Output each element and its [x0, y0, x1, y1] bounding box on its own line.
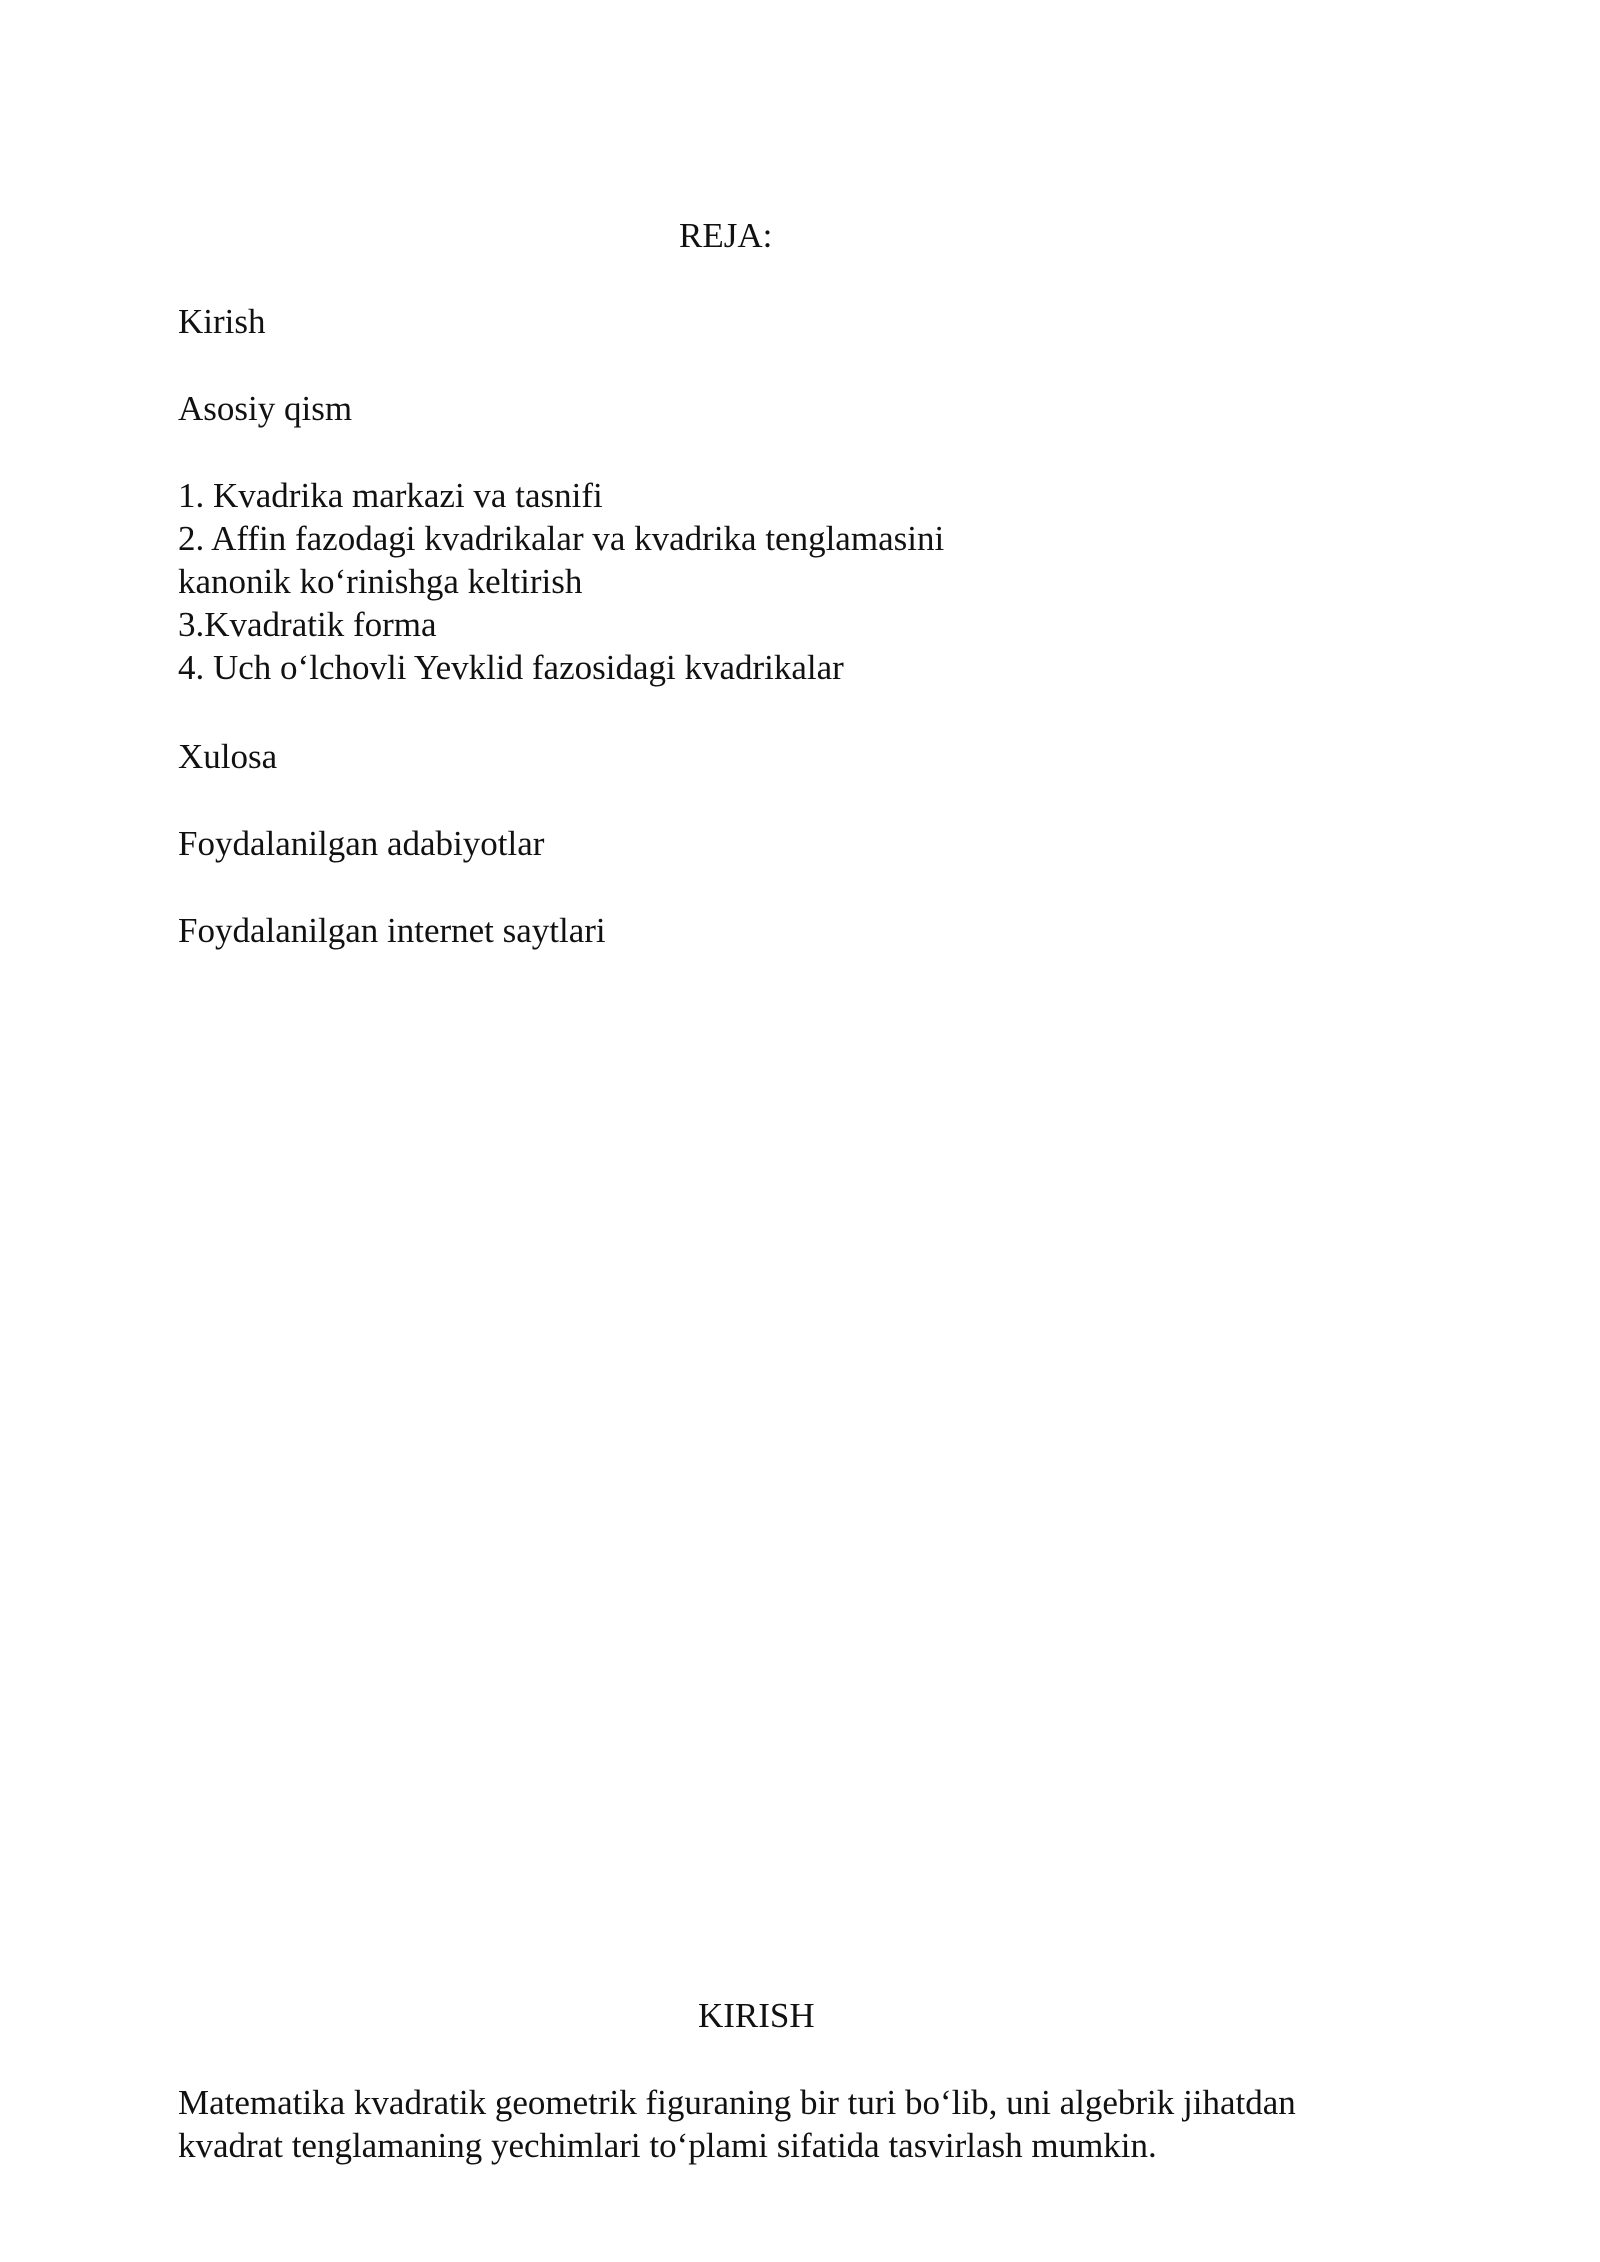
plan-title: REJA: — [679, 216, 773, 255]
plan-list-item: kanonik ko‘rinishga keltirish — [178, 562, 583, 601]
plan-item-intro: Kirish — [178, 302, 266, 341]
plan-item-main-part: Asosiy qism — [178, 389, 353, 428]
paragraph-line: kvadrat tenglamaning yechimlari to‘plami sifatida tasvirlash mumkin. — [178, 2126, 1157, 2165]
plan-list — [178, 474, 944, 689]
plan-list-item: 1. Kvadrika markazi va tasnifi — [178, 476, 603, 515]
plan-list-item: 2. Affin fazodagi kvadrikalar va kvadrika tenglamasini — [178, 519, 945, 558]
plan-item-conclusion: Xulosa — [178, 737, 278, 776]
paragraph-line: Matematika kvadratik geometrik figuraning bir turi bo‘lib, uni algebrik jihatdan — [178, 2083, 1296, 2122]
plan-list-item: 3.Kvadratik forma — [178, 605, 437, 644]
plan-list-item: 4. Uch o‘lchovli Yevklid fazosidagi kvadrikalar — [178, 648, 844, 687]
introduction-title: KIRISH — [698, 1996, 815, 2035]
plan-item-literature: Foydalanilgan adabiyotlar — [178, 824, 545, 863]
plan-item-websites: Foydalanilgan internet saytlari — [178, 911, 606, 950]
introduction-paragraph — [178, 2081, 1478, 2167]
